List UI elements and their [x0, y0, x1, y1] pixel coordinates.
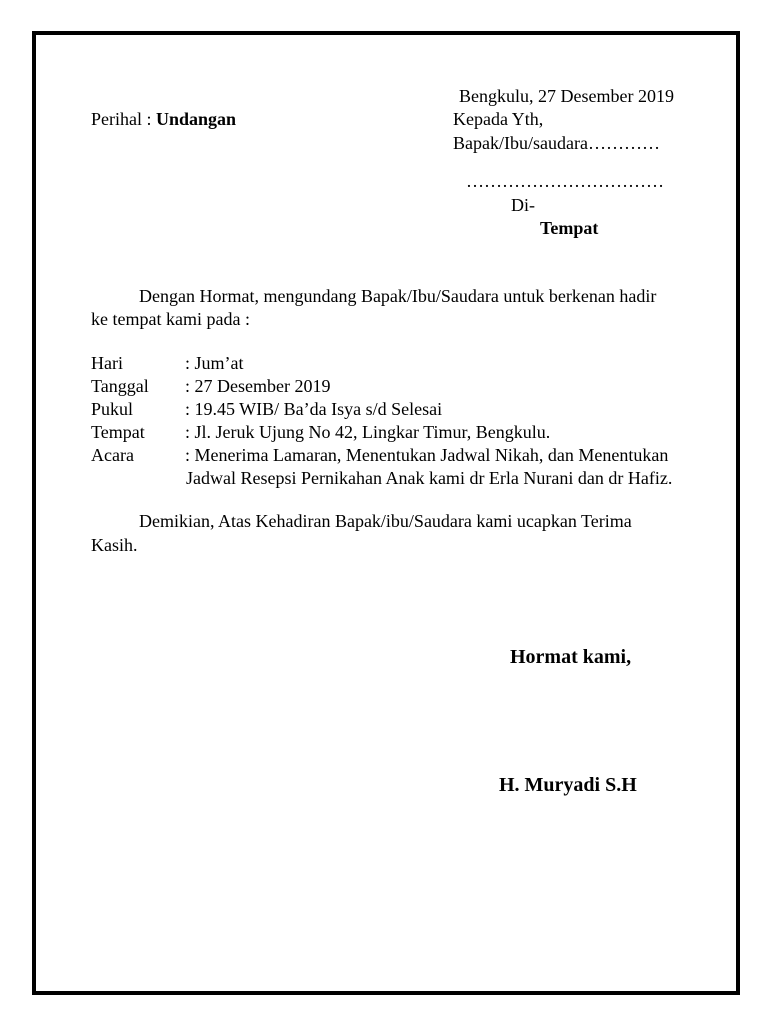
subject-value: Undangan: [156, 109, 237, 129]
subject-line: [91, 108, 236, 131]
detail-value-hari: : Jum’at: [185, 353, 244, 373]
detail-value-tempat: : Jl. Jeruk Ujung No 42, Lingkar Timur, Bengkulu.: [185, 422, 551, 442]
detail-value-acara-continued: Jadwal Resepsi Pernikahan Anak kami dr Erla Nurani dan dr Hafiz.: [186, 468, 673, 488]
subject-label: Perihal :: [91, 109, 152, 129]
signoff: Hormat kami,: [510, 646, 632, 668]
detail-value-pukul: : 19.45 WIB/ Ba’da Isya s/d Selesai: [185, 399, 443, 419]
recipient-name: Bapak/Ibu/saudara…………: [453, 133, 660, 153]
detail-label-hari: Hari: [91, 353, 123, 373]
recipient-place: Tempat: [540, 218, 599, 238]
recipient-di: Di-: [511, 195, 535, 215]
closing-line-1: Demikian, Atas Kehadiran Bapak/ibu/Saudara kami ucapkan Terima: [139, 511, 632, 531]
place-date: Bengkulu, 27 Desember 2019: [459, 86, 674, 106]
opening-line-2: ke tempat kami pada :: [91, 309, 250, 329]
detail-value-acara: : Menerima Lamaran, Menentukan Jadwal Nikah, dan Menentukan: [185, 445, 669, 465]
closing-line-2: Kasih.: [91, 535, 138, 555]
recipient-greeting: Kepada Yth,: [453, 109, 544, 129]
detail-label-tempat: Tempat: [91, 422, 145, 442]
detail-label-pukul: Pukul: [91, 399, 134, 419]
detail-label-acara: Acara: [91, 445, 134, 465]
detail-value-tanggal: : 27 Desember 2019: [185, 376, 331, 396]
signatory-name: H. Muryadi S.H: [499, 774, 637, 796]
opening-line-1: Dengan Hormat, mengundang Bapak/Ibu/Saudara untuk berkenan hadir: [139, 286, 657, 306]
recipient-blank-line: ……………………………: [466, 171, 664, 191]
detail-label-tanggal: Tanggal: [91, 376, 149, 396]
